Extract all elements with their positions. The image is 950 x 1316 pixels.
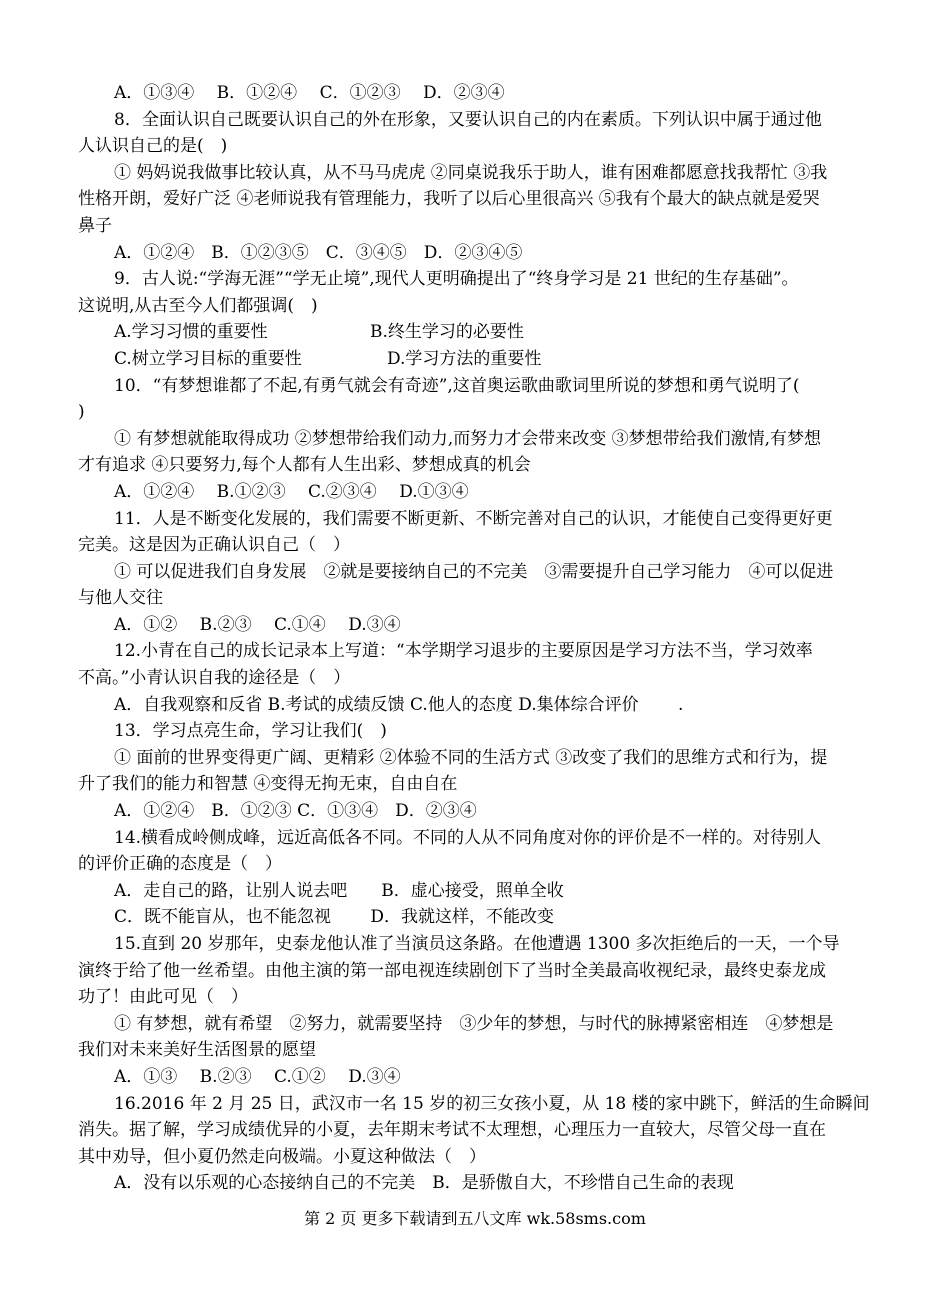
q12-stem-cont: 不高。”小青认识自我的途径是（ ） (78, 668, 351, 689)
q9-option-c: C.树立学习目标的重要性 (114, 348, 302, 369)
q8-statements-cont: 性格开朗，爱好广泛 ④老师说我有管理能力，我听了以后心里很高兴 ⑤我有个最大的缺点就是爱哭 (78, 189, 820, 210)
q8-statements: ① 妈妈说我做事比较认真，从不马马虎虎 ②同桌说我乐于助人，谁有困难都愿意找我帮忙 ③我 (114, 162, 828, 183)
q11-stem-cont: 完美。这是因为正确认识自己（ ） (78, 535, 350, 556)
q16-stem-cont: 消失。据了解，学习成绩优异的小夏，去年期末考试不太理想，心理压力一直较大，尽管父母一直在 (78, 1120, 826, 1141)
q11-statements: ① 可以促进我们自身发展 ②就是要接纳自己的不完美 ③需要提升自己学习能力 ④可以促进 (114, 561, 834, 582)
q14-stem: 14.横看成岭侧成峰，远近高低各不同。不同的人从不同角度对你的评价是不一样的。对待别人 (114, 827, 822, 848)
q8-stem-cont: 人认识自己的是( ) (78, 136, 228, 157)
q11-options: A．①② B.②③ C.①④ D.③④ (114, 614, 401, 635)
q15-stem: 15.直到 20 岁那年，史泰龙他认准了当演员这条路。在他遭遇 1300 多次拒绝后的一天，一个导 (114, 934, 840, 954)
q10-options: A．①②④ B.①②③ C.②③④ D.①③④ (114, 481, 469, 502)
q15-options: A．①③ B.②③ C.①② D.③④ (114, 1066, 401, 1087)
q13-statements: ① 面前的世界变得更广阔、更精彩 ②体验不同的生活方式 ③改变了我们的思维方式和行为，提 (114, 747, 828, 768)
q8-statements-end: 鼻子 (78, 215, 112, 236)
q13-statements-cont: 升了我们的能力和智慧 ④变得无拘无束，自由自在 (78, 774, 458, 795)
q8-stem: 8．全面认识自己既要认识自己的外在形象，又要认识自己的内在素质。下列认识中属于通过他 (114, 109, 822, 130)
q14-stem-cont: 的评价正确的态度是（ ） (78, 854, 282, 875)
q9-option-b: B.终生学习的必要性 (370, 322, 524, 343)
q13-options: A．①②④ B．①②③ C．①③④ D．②③④ (114, 801, 477, 822)
q9-stem-cont: 这说明,从古至今人们都强调( ) (78, 295, 318, 316)
q11-statements-cont: 与他人交往 (78, 588, 163, 609)
q8-options: A．①②④ B．①②③⑤ C．③④⑤ D．②③④⑤ (114, 242, 523, 263)
q9-options-row1 (78, 319, 878, 346)
q9-stem: 9．古人说:“学海无涯”“学无止境”,现代人更明确提出了“终身学习是 21 世纪的生存基础”。 (114, 269, 799, 290)
q12-options: A．自我观察和反省 B.考试的成绩反馈 C.他人的态度 D.集体综合评价 . (114, 694, 684, 715)
q14-options-ab: A．走自己的路，让别人说去吧 B．虚心接受，照单全收 (114, 880, 564, 901)
q14-options-cd: C．既不能盲从，也不能忽视 D．我就这样，不能改变 (114, 907, 555, 928)
q10-stem: 10．“有梦想谁都了不起,有勇气就会有奇迹”,这首奥运歌曲歌词里所说的梦想和勇气说明了( (114, 375, 800, 396)
q10-stem-cont: ) (78, 402, 85, 423)
q16-options-ab: A．没有以乐观的心态接纳自己的不完美 B．是骄傲自大，不珍惜自己生命的表现 (114, 1173, 734, 1194)
q16-stem: 16.2016 年 2 月 25 日，武汉市一名 15 岁的初三女孩小夏，从 18 楼的家中跳下，鲜活的生命瞬间 (114, 1093, 870, 1114)
q13-stem: 13．学习点亮生命，学习让我们( ) (114, 721, 387, 742)
q16-stem-end: 其中劝导，但小夏仍然走向极端。小夏这种做法（ ） (78, 1146, 486, 1167)
q9-option-d: D.学习方法的重要性 (387, 348, 542, 369)
q10-statements: ① 有梦想就能取得成功 ②梦想带给我们动力,而努力才会带来改变 ③梦想带给我们激情,有梦想 (114, 428, 822, 449)
q15-stem-cont: 演终于给了他一丝希望。由他主演的第一部电视连续剧创下了当时全美最高收视纪录，最终史泰龙成 (78, 960, 826, 981)
q9-option-a: A.学习习惯的重要性 (114, 322, 268, 343)
q10-statements-cont: 才有追求 ④只要努力,每个人都有人生出彩、梦想成真的机会 (78, 455, 531, 476)
page-footer: 第 2 页 更多下载请到五八文库 wk.58sms.com (304, 1209, 646, 1228)
q15-statements-cont: 我们对未来美好生活图景的愿望 (78, 1040, 316, 1061)
q9-options-row2 (78, 346, 878, 373)
q15-statements: ① 有梦想，就有希望 ②努力，就需要坚持 ③少年的梦想，与时代的脉搏紧密相连 ④梦想是 (114, 1013, 834, 1034)
q15-stem-end: 功了！由此可见（ ） (78, 987, 248, 1008)
q12-stem: 12.小青在自己的成长记录本上写道：“本学期学习退步的主要原因是学习方法不当，学习效率 (114, 641, 813, 662)
q7-options: A．①③④ B．①②④ C．①②③ D．②③④ (114, 83, 505, 103)
q11-stem: 11．人是不断变化发展的，我们需要不断更新、不断完善对自己的认识，才能使自己变得更好更 (114, 508, 833, 529)
document-body (78, 80, 878, 1197)
